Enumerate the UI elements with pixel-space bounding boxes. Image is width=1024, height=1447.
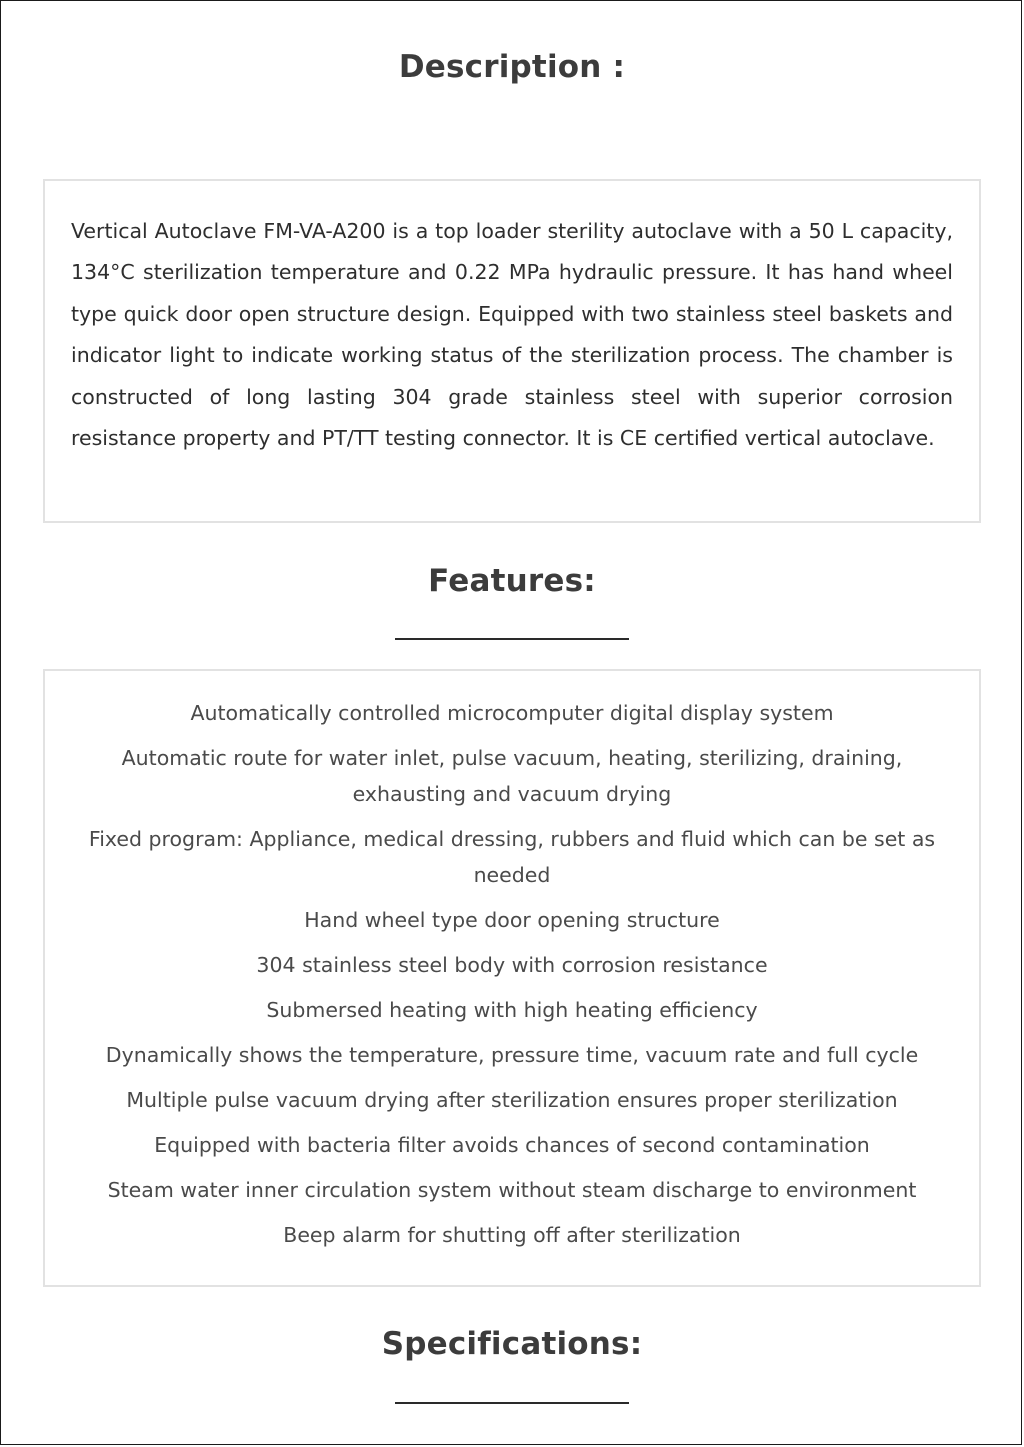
- feature-item: Equipped with bacteria filter avoids chances of second contamination: [154, 1133, 870, 1157]
- description-box: [43, 179, 981, 523]
- feature-item: Fixed program: Appliance, medical dressing, rubbers and fluid which can be set as needed: [88, 827, 936, 887]
- feature-item: Multiple pulse vacuum drying after sterilization ensures proper sterilization: [126, 1088, 898, 1112]
- features-divider: [395, 638, 629, 640]
- feature-item: Beep alarm for shutting off after sterilization: [283, 1223, 741, 1247]
- specifications-heading: Specifications:: [381, 1326, 643, 1362]
- feature-item: Hand wheel type door opening structure: [304, 908, 720, 932]
- description-heading: Description :: [398, 49, 626, 85]
- features-box: [43, 669, 981, 1287]
- feature-item: Automatically controlled microcomputer digital display system: [190, 701, 834, 725]
- feature-item: Dynamically shows the temperature, pressure time, vacuum rate and full cycle: [105, 1043, 919, 1067]
- feature-item: 304 stainless steel body with corrosion resistance: [256, 953, 768, 977]
- feature-item: Submersed heating with high heating efficiency: [266, 998, 758, 1022]
- features-list: [75, 695, 949, 1253]
- feature-item: Steam water inner circulation system without steam discharge to environment: [107, 1178, 917, 1202]
- features-heading: Features:: [428, 563, 596, 599]
- feature-item: Automatic route for water inlet, pulse vacuum, heating, sterilizing, draining, exhausting and vacuum drying: [121, 746, 903, 806]
- description-text: Vertical Autoclave FM-VA-A200 is a top loader sterility autoclave with a 50 L capacity, 134°C sterilization temperature and 0.22 MPa hydraulic pressure. It has hand wheel type quick door open structure design. Equipped with two stainless steel baskets and indicator light to indicate working status of the sterilization process. The chamber is constructed of long lasting 304 grade stainless steel with superior corrosion resistance property and PT/TT testing connector. It is CE certified vertical autoclave.: [71, 219, 953, 451]
- specifications-divider: [395, 1402, 629, 1404]
